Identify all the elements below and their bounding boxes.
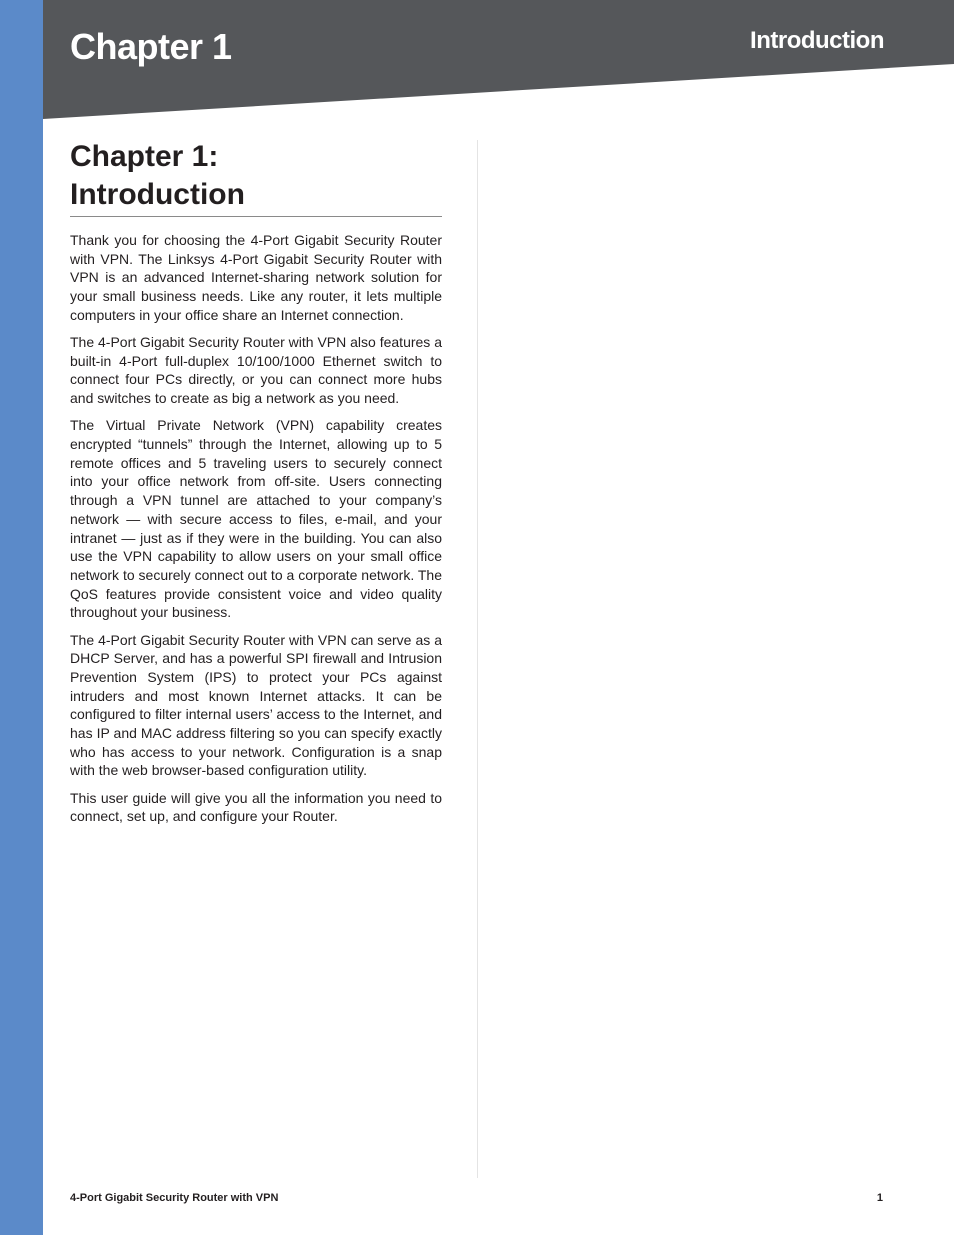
page-title-line-1: Chapter 1: [70,140,219,173]
paragraph: The 4-Port Gigabit Security Router with VPN also features a built-in 4-Port full-duplex 10/100/1000 Ethernet switch to connect four PCs directly, or you can connect more hubs and switches to create as big a network as you need. [70,334,442,407]
left-accent-bar [0,0,43,1235]
paragraph: This user guide will give you all the information you need to connect, set up, and configure your Router. [70,789,442,825]
paragraph: The 4-Port Gigabit Security Router with VPN can serve as a DHCP Server, and has a powerful SPI firewall and Intrusion Prevention System (IPS) to protect your PCs against intruders and most known Internet attacks. It can be configured to filter internal users’ access to the Internet, and has IP and MAC address filtering so you can specify exactly who has access to your network. Configuration is a snap with the web browser-based configuration utility. [70,631,442,779]
page-title [70,138,442,217]
page-title-line-2: Introduction [70,178,245,211]
section-label: Introduction [750,27,884,54]
body-text [70,231,442,826]
paragraph: Thank you for choosing the 4-Port Gigabit Security Router with VPN. The Linksys 4-Port Gigabit Security Router with VPN is an advanced Internet-sharing network solution for your small business needs. Like any router, it lets multiple computers in your office share an Internet connection. [70,232,442,323]
page-number: 1 [876,1192,883,1204]
main-column [70,138,442,835]
column-divider [477,140,478,1178]
footer-product-name: 4-Port Gigabit Security Router with VPN [70,1192,279,1204]
chapter-label: Chapter 1 [70,26,232,67]
paragraph: The Virtual Private Network (VPN) capability creates encrypted “tunnels” through the Internet, allowing up to 5 remote offices and 5 traveling users to securely connect into your office network from off-site. Users connecting through a VPN tunnel are attached to your company’s network — with secure access to files, e-mail, and your intranet — just as if they were in the building. You can also use the VPN capability to allow users on your small office network to securely connect out to a corporate network. The QoS features provide consistent voice and video quality throughout your business. [70,417,442,621]
